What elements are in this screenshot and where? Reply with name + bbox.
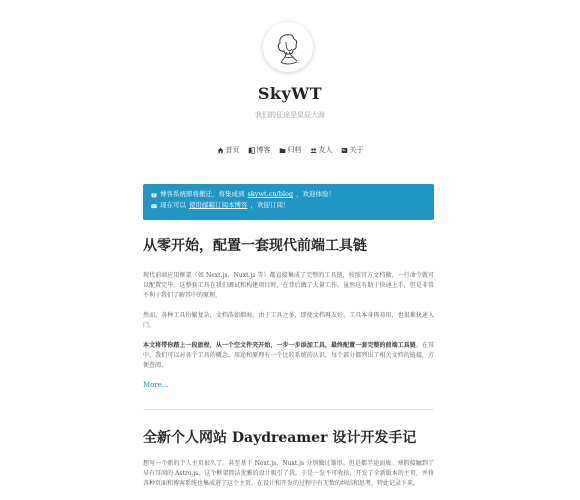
- blog-link[interactable]: skywt.cn/blog: [247, 190, 294, 198]
- notice-text: 现在可以: [160, 201, 186, 209]
- nav-item-home[interactable]: [217, 145, 240, 155]
- avatar[interactable]: [263, 22, 313, 72]
- post-daydreamer: [143, 427, 434, 489]
- nav-label: 博客: [256, 146, 271, 154]
- folder-icon: [279, 147, 286, 154]
- text: 。在其中，我们可以对各个工具的概念、用途和原理有一个比较系统的认识，每个部分都列出了相关文档的链接，方便查阅。: [143, 342, 434, 369]
- bold-text: 本文将带你踏上一段旅程，从一个空文件夹开始，一步一步添加工具，最终配置一套完整的前端工具链: [143, 342, 416, 349]
- post-title[interactable]: 从零开始，配置一套现代前端工具链: [143, 238, 367, 254]
- book-icon: [248, 147, 255, 154]
- main-nav: [0, 145, 580, 155]
- home-icon: [217, 147, 224, 154]
- notice-text: 博客系统即将搬迁，将集成到: [160, 190, 245, 198]
- post-toolchain: [143, 235, 434, 389]
- nav-label: 友人: [318, 146, 333, 154]
- friends-icon: [310, 147, 317, 154]
- notice-line-migration: [151, 189, 426, 200]
- nav-label: 归档: [287, 146, 302, 154]
- post-divider: [143, 409, 434, 410]
- avatar-illustration-icon: [263, 22, 313, 72]
- post-paragraph: 想写一个新的个人主页很久了。甚至基于 Next.js、Nuxt.js 分别做过雏形。但是都半途而废。寒假接触到了早有耳闻的 Astro.js。这个框架简洁优雅的设计吸引了我。于是一发不可收拾，开发了全新版本的主页，并将各种页面和博客系统也集成进了这个主页。在设计和开发的过程中有无数的纠结和思考，特此记录下来。: [143, 460, 434, 487]
- notice-banner: [143, 184, 434, 220]
- nav-label: 首页: [225, 146, 240, 154]
- gift-icon: [151, 192, 157, 198]
- site-subtitle: 我们的征途是星辰大海: [255, 111, 325, 119]
- subscribe-link[interactable]: 使用邮箱订阅本博客: [189, 201, 248, 209]
- notice-text: ，欢迎订阅！: [250, 201, 290, 209]
- nav-label: 关于: [349, 146, 364, 154]
- notice-line-subscribe: [151, 200, 426, 211]
- post-title[interactable]: 全新个人网站 Daydreamer 设计开发手记: [143, 430, 417, 446]
- post-paragraph: 现代前端应用框架（如 Next.js、Nuxt.js 等）都直接集成了完整的工具链，按照官方文档做，一行命令就可以配置完毕。这整套工具在我们调试和构建项目时，在背后做了大量工作。虽然这有助于快速上手，但是非常不利于我们了解其中的原理。: [143, 272, 434, 299]
- about-icon: [341, 147, 348, 154]
- nav-item-about[interactable]: [341, 145, 364, 155]
- read-more-link[interactable]: More...: [143, 381, 169, 389]
- post-paragraph: 然而，各种工具纷繁复杂，文档浩如烟海。由于工具之多，即使文档再友好，工具本身再易用，也很难快速入门。: [143, 312, 434, 329]
- site-title[interactable]: SkyWT: [257, 84, 323, 103]
- nav-item-archive[interactable]: [279, 145, 302, 155]
- notice-text: ，欢迎体验！: [296, 190, 336, 198]
- nav-item-blog[interactable]: [248, 145, 271, 155]
- post-paragraph: [143, 341, 434, 371]
- mail-icon: [151, 203, 157, 209]
- nav-item-friends[interactable]: [310, 145, 333, 155]
